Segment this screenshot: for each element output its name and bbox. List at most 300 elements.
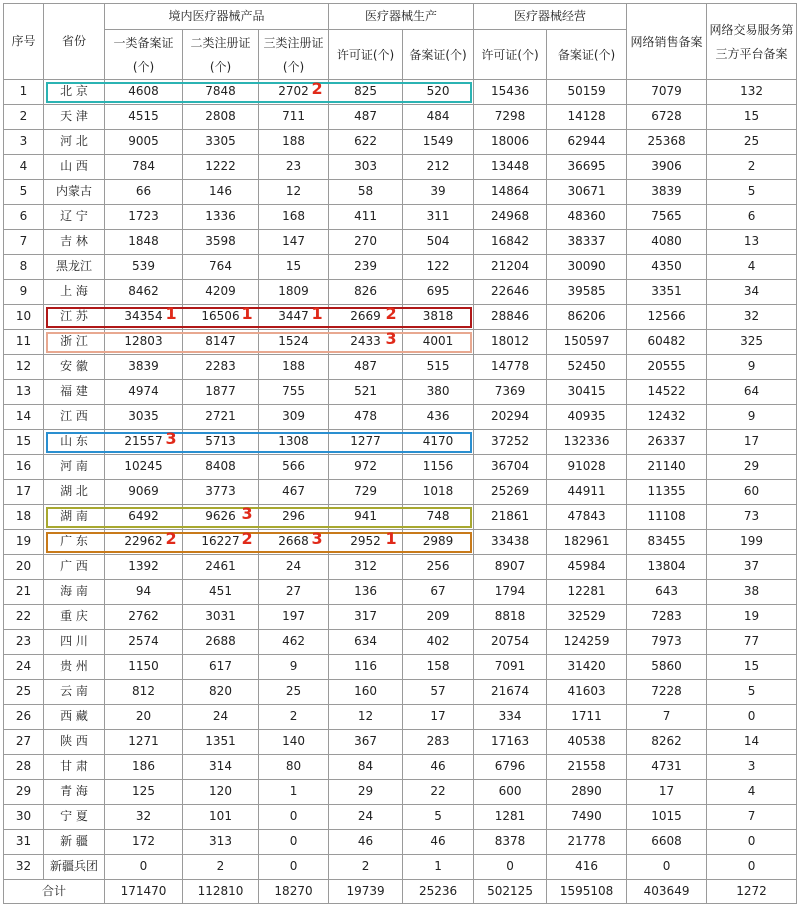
prod-license-cell: 367	[329, 730, 403, 755]
prod-license-cell: 24	[329, 805, 403, 830]
province-cell: 江 苏	[44, 305, 105, 330]
class1-cell: 1150	[105, 655, 183, 680]
class2-cell: 101	[183, 805, 259, 830]
province-cell: 辽 宁	[44, 205, 105, 230]
prod-record-cell: 46	[403, 755, 474, 780]
seq-cell: 22	[4, 605, 44, 630]
class2-cell: 313	[183, 830, 259, 855]
rank-marker: 2	[311, 78, 323, 98]
header-seq: 序号	[4, 4, 44, 80]
class3-cell: 24	[259, 555, 329, 580]
table-row	[4, 655, 797, 680]
biz-license-cell: 36704	[474, 455, 547, 480]
total-cell: 1595108	[547, 880, 627, 904]
class3-cell: 0	[259, 855, 329, 880]
prod-license-cell: 46	[329, 830, 403, 855]
table-row	[4, 780, 797, 805]
header-third-party: 网络交易服务第三方平台备案	[707, 4, 797, 80]
prod-license-cell: 2669	[329, 305, 403, 330]
biz-license-cell: 14778	[474, 355, 547, 380]
seq-cell: 32	[4, 855, 44, 880]
rank-marker: 3	[241, 503, 253, 523]
class2-cell: 2808	[183, 105, 259, 130]
header-class3: 三类注册证(个)	[259, 30, 329, 80]
prod-record-cell: 4001	[403, 330, 474, 355]
prod-record-cell: 22	[403, 780, 474, 805]
province-cell: 贵 州	[44, 655, 105, 680]
prod-record-cell: 17	[403, 705, 474, 730]
prod-license-cell: 634	[329, 630, 403, 655]
seq-cell: 28	[4, 755, 44, 780]
header-production-record: 备案证(个)	[403, 30, 474, 80]
biz-license-cell: 1794	[474, 580, 547, 605]
province-cell: 湖 南	[44, 505, 105, 530]
biz-record-cell: 124259	[547, 630, 627, 655]
class1-cell: 10245	[105, 455, 183, 480]
biz-license-cell: 28846	[474, 305, 547, 330]
online-sales-cell: 643	[627, 580, 707, 605]
biz-license-cell: 8818	[474, 605, 547, 630]
prod-record-cell: 1	[403, 855, 474, 880]
biz-license-cell: 37252	[474, 430, 547, 455]
online-sales-cell: 7	[627, 705, 707, 730]
class2-cell: 24	[183, 705, 259, 730]
biz-record-cell: 41603	[547, 680, 627, 705]
seq-cell: 19	[4, 530, 44, 555]
third-party-cell: 199	[707, 530, 797, 555]
total-cell: 25236	[403, 880, 474, 904]
online-sales-cell: 25368	[627, 130, 707, 155]
province-cell: 新 疆	[44, 830, 105, 855]
prod-record-cell: 4170	[403, 430, 474, 455]
online-sales-cell: 7973	[627, 630, 707, 655]
class1-cell: 32	[105, 805, 183, 830]
class2-cell: 9626	[183, 505, 259, 530]
table-row	[4, 455, 797, 480]
header-business-record: 备案证(个)	[547, 30, 627, 80]
prod-record-cell: 402	[403, 630, 474, 655]
rank-marker: 1	[165, 303, 177, 323]
biz-record-cell: 48360	[547, 205, 627, 230]
prod-license-cell: 2	[329, 855, 403, 880]
biz-license-cell: 21674	[474, 680, 547, 705]
class2-cell: 3598	[183, 230, 259, 255]
province-cell: 福 建	[44, 380, 105, 405]
header-online-sales: 网络销售备案	[627, 4, 707, 80]
class2-cell: 1222	[183, 155, 259, 180]
biz-license-cell: 17163	[474, 730, 547, 755]
province-cell: 吉 林	[44, 230, 105, 255]
prod-record-cell: 515	[403, 355, 474, 380]
biz-license-cell: 8378	[474, 830, 547, 855]
seq-cell: 1	[4, 80, 44, 105]
biz-record-cell: 50159	[547, 80, 627, 105]
class3-cell: 25	[259, 680, 329, 705]
biz-record-cell: 62944	[547, 130, 627, 155]
prod-license-cell: 58	[329, 180, 403, 205]
class1-cell: 1848	[105, 230, 183, 255]
third-party-cell: 15	[707, 105, 797, 130]
province-cell: 甘 肃	[44, 755, 105, 780]
class3-cell: 23	[259, 155, 329, 180]
seq-cell: 29	[4, 780, 44, 805]
class1-cell: 12803	[105, 330, 183, 355]
biz-record-cell: 132336	[547, 430, 627, 455]
third-party-cell: 38	[707, 580, 797, 605]
class2-cell: 764	[183, 255, 259, 280]
third-party-cell: 32	[707, 305, 797, 330]
table-row	[4, 830, 797, 855]
class1-cell: 812	[105, 680, 183, 705]
biz-license-cell: 25269	[474, 480, 547, 505]
biz-record-cell: 45984	[547, 555, 627, 580]
table-row	[4, 330, 797, 355]
class1-cell: 172	[105, 830, 183, 855]
class3-cell: 755	[259, 380, 329, 405]
class2-cell: 5713	[183, 430, 259, 455]
medical-device-stats-table	[3, 3, 797, 904]
class3-cell: 467	[259, 480, 329, 505]
biz-record-cell: 2890	[547, 780, 627, 805]
class3-cell: 1308	[259, 430, 329, 455]
seq-cell: 25	[4, 680, 44, 705]
prod-record-cell: 484	[403, 105, 474, 130]
table-row	[4, 405, 797, 430]
seq-cell: 23	[4, 630, 44, 655]
rank-marker: 2	[241, 528, 253, 548]
table-row	[4, 180, 797, 205]
province-cell: 内蒙古	[44, 180, 105, 205]
class2-cell: 7848	[183, 80, 259, 105]
prod-record-cell: 212	[403, 155, 474, 180]
prod-license-cell: 317	[329, 605, 403, 630]
online-sales-cell: 8262	[627, 730, 707, 755]
class2-cell: 451	[183, 580, 259, 605]
seq-cell: 30	[4, 805, 44, 830]
table-row	[4, 505, 797, 530]
prod-record-cell: 436	[403, 405, 474, 430]
class1-cell: 9005	[105, 130, 183, 155]
class1-cell: 66	[105, 180, 183, 205]
class3-cell: 147	[259, 230, 329, 255]
class2-cell: 146	[183, 180, 259, 205]
class1-cell: 1271	[105, 730, 183, 755]
header-class2: 二类注册证(个)	[183, 30, 259, 80]
class1-cell: 20	[105, 705, 183, 730]
biz-record-cell: 30090	[547, 255, 627, 280]
biz-record-cell: 7490	[547, 805, 627, 830]
table-row	[4, 355, 797, 380]
seq-cell: 12	[4, 355, 44, 380]
prod-license-cell: 941	[329, 505, 403, 530]
header-domestic-products: 境内医疗器械产品	[105, 4, 329, 30]
third-party-cell: 14	[707, 730, 797, 755]
prod-license-cell: 29	[329, 780, 403, 805]
header-business-license: 许可证(个)	[474, 30, 547, 80]
seq-cell: 5	[4, 180, 44, 205]
header-production: 医疗器械生产	[329, 4, 474, 30]
class3-cell: 15	[259, 255, 329, 280]
third-party-cell: 73	[707, 505, 797, 530]
online-sales-cell: 5860	[627, 655, 707, 680]
biz-license-cell: 20754	[474, 630, 547, 655]
province-cell: 山 西	[44, 155, 105, 180]
table-row	[4, 280, 797, 305]
province-cell: 新疆兵团	[44, 855, 105, 880]
province-cell: 河 北	[44, 130, 105, 155]
class2-cell: 3031	[183, 605, 259, 630]
table-row	[4, 130, 797, 155]
class1-cell: 1392	[105, 555, 183, 580]
biz-record-cell: 47843	[547, 505, 627, 530]
biz-record-cell: 21778	[547, 830, 627, 855]
province-cell: 海 南	[44, 580, 105, 605]
province-cell: 黑龙江	[44, 255, 105, 280]
online-sales-cell: 7228	[627, 680, 707, 705]
online-sales-cell: 83455	[627, 530, 707, 555]
table-row	[4, 80, 797, 105]
online-sales-cell: 26337	[627, 430, 707, 455]
class1-cell: 539	[105, 255, 183, 280]
class2-cell: 2283	[183, 355, 259, 380]
prod-record-cell: 46	[403, 830, 474, 855]
prod-license-cell: 487	[329, 355, 403, 380]
seq-cell: 10	[4, 305, 44, 330]
biz-license-cell: 14864	[474, 180, 547, 205]
third-party-cell: 0	[707, 830, 797, 855]
class3-cell: 1	[259, 780, 329, 805]
class1-cell: 3839	[105, 355, 183, 380]
third-party-cell: 19	[707, 605, 797, 630]
class1-cell: 6492	[105, 505, 183, 530]
third-party-cell: 37	[707, 555, 797, 580]
online-sales-cell: 4350	[627, 255, 707, 280]
biz-record-cell: 36695	[547, 155, 627, 180]
prod-license-cell: 270	[329, 230, 403, 255]
third-party-cell: 6	[707, 205, 797, 230]
prod-license-cell: 12	[329, 705, 403, 730]
class2-cell: 3773	[183, 480, 259, 505]
province-cell: 广 东	[44, 530, 105, 555]
prod-record-cell: 5	[403, 805, 474, 830]
prod-license-cell: 116	[329, 655, 403, 680]
third-party-cell: 4	[707, 780, 797, 805]
online-sales-cell: 12432	[627, 405, 707, 430]
prod-record-cell: 256	[403, 555, 474, 580]
biz-license-cell: 22646	[474, 280, 547, 305]
class2-cell: 2461	[183, 555, 259, 580]
third-party-cell: 25	[707, 130, 797, 155]
biz-record-cell: 86206	[547, 305, 627, 330]
table-row	[4, 380, 797, 405]
third-party-cell: 34	[707, 280, 797, 305]
class3-cell: 2668	[259, 530, 329, 555]
province-cell: 浙 江	[44, 330, 105, 355]
biz-license-cell: 18006	[474, 130, 547, 155]
header-province: 省份	[44, 4, 105, 80]
class2-cell: 4209	[183, 280, 259, 305]
class2-cell: 120	[183, 780, 259, 805]
biz-license-cell: 0	[474, 855, 547, 880]
province-cell: 陕 西	[44, 730, 105, 755]
class3-cell: 1809	[259, 280, 329, 305]
class3-cell: 12	[259, 180, 329, 205]
province-cell: 湖 北	[44, 480, 105, 505]
class2-cell: 8408	[183, 455, 259, 480]
class1-cell: 0	[105, 855, 183, 880]
biz-license-cell: 334	[474, 705, 547, 730]
province-cell: 云 南	[44, 680, 105, 705]
biz-license-cell: 7369	[474, 380, 547, 405]
prod-license-cell: 239	[329, 255, 403, 280]
table-row	[4, 630, 797, 655]
online-sales-cell: 11108	[627, 505, 707, 530]
total-cell: 18270	[259, 880, 329, 904]
seq-cell: 26	[4, 705, 44, 730]
online-sales-cell: 7079	[627, 80, 707, 105]
province-cell: 西 藏	[44, 705, 105, 730]
total-cell: 502125	[474, 880, 547, 904]
biz-license-cell: 33438	[474, 530, 547, 555]
biz-license-cell: 6796	[474, 755, 547, 780]
class2-cell: 617	[183, 655, 259, 680]
biz-record-cell: 52450	[547, 355, 627, 380]
third-party-cell: 0	[707, 705, 797, 730]
class2-cell: 2	[183, 855, 259, 880]
table-row	[4, 530, 797, 555]
prod-record-cell: 209	[403, 605, 474, 630]
third-party-cell: 5	[707, 180, 797, 205]
online-sales-cell: 20555	[627, 355, 707, 380]
biz-record-cell: 30671	[547, 180, 627, 205]
province-cell: 四 川	[44, 630, 105, 655]
class1-cell: 784	[105, 155, 183, 180]
province-cell: 安 徽	[44, 355, 105, 380]
prod-license-cell: 160	[329, 680, 403, 705]
province-cell: 青 海	[44, 780, 105, 805]
table-row	[4, 305, 797, 330]
rank-marker: 1	[241, 303, 253, 323]
header-production-license: 许可证(个)	[329, 30, 403, 80]
table-row	[4, 730, 797, 755]
total-cell: 112810	[183, 880, 259, 904]
prod-license-cell: 303	[329, 155, 403, 180]
prod-record-cell: 1549	[403, 130, 474, 155]
class1-cell: 125	[105, 780, 183, 805]
table-row	[4, 230, 797, 255]
third-party-cell: 132	[707, 80, 797, 105]
header-business: 医疗器械经营	[474, 4, 627, 30]
class2-cell: 2688	[183, 630, 259, 655]
province-cell: 江 西	[44, 405, 105, 430]
seq-cell: 24	[4, 655, 44, 680]
class3-cell: 462	[259, 630, 329, 655]
rank-marker: 2	[385, 303, 397, 323]
prod-license-cell: 1277	[329, 430, 403, 455]
class2-cell: 16506	[183, 305, 259, 330]
biz-record-cell: 32529	[547, 605, 627, 630]
table-row	[4, 705, 797, 730]
class3-cell: 197	[259, 605, 329, 630]
class3-cell: 1524	[259, 330, 329, 355]
prod-license-cell: 84	[329, 755, 403, 780]
prod-license-cell: 487	[329, 105, 403, 130]
table-row	[4, 855, 797, 880]
class3-cell: 711	[259, 105, 329, 130]
table-row	[4, 105, 797, 130]
prod-license-cell: 825	[329, 80, 403, 105]
third-party-cell: 9	[707, 405, 797, 430]
online-sales-cell: 3906	[627, 155, 707, 180]
class3-cell: 27	[259, 580, 329, 605]
province-cell: 宁 夏	[44, 805, 105, 830]
province-cell: 北 京	[44, 80, 105, 105]
third-party-cell: 2	[707, 155, 797, 180]
biz-record-cell: 1711	[547, 705, 627, 730]
third-party-cell: 15	[707, 655, 797, 680]
seq-cell: 13	[4, 380, 44, 405]
total-cell: 171470	[105, 880, 183, 904]
biz-license-cell: 16842	[474, 230, 547, 255]
online-sales-cell: 14522	[627, 380, 707, 405]
third-party-cell: 7	[707, 805, 797, 830]
class2-cell: 1877	[183, 380, 259, 405]
seq-cell: 17	[4, 480, 44, 505]
biz-record-cell: 14128	[547, 105, 627, 130]
table-row	[4, 480, 797, 505]
third-party-cell: 13	[707, 230, 797, 255]
biz-record-cell: 182961	[547, 530, 627, 555]
rank-marker: 1	[385, 528, 397, 548]
prod-record-cell: 520	[403, 80, 474, 105]
province-cell: 天 津	[44, 105, 105, 130]
class3-cell: 188	[259, 355, 329, 380]
biz-record-cell: 40538	[547, 730, 627, 755]
seq-cell: 18	[4, 505, 44, 530]
class3-cell: 140	[259, 730, 329, 755]
table-row	[4, 430, 797, 455]
third-party-cell: 17	[707, 430, 797, 455]
biz-record-cell: 38337	[547, 230, 627, 255]
total-cell: 1272	[707, 880, 797, 904]
class2-cell: 820	[183, 680, 259, 705]
biz-record-cell: 150597	[547, 330, 627, 355]
class1-cell: 21557	[105, 430, 183, 455]
seq-cell: 31	[4, 830, 44, 855]
class3-cell: 296	[259, 505, 329, 530]
prod-record-cell: 504	[403, 230, 474, 255]
class3-cell: 9	[259, 655, 329, 680]
biz-license-cell: 20294	[474, 405, 547, 430]
biz-record-cell: 44911	[547, 480, 627, 505]
class3-cell: 80	[259, 755, 329, 780]
seq-cell: 3	[4, 130, 44, 155]
class1-cell: 22962	[105, 530, 183, 555]
prod-license-cell: 2952	[329, 530, 403, 555]
biz-license-cell: 600	[474, 780, 547, 805]
seq-cell: 14	[4, 405, 44, 430]
biz-record-cell: 91028	[547, 455, 627, 480]
online-sales-cell: 1015	[627, 805, 707, 830]
rank-marker: 2	[165, 528, 177, 548]
online-sales-cell: 12566	[627, 305, 707, 330]
class1-cell: 2762	[105, 605, 183, 630]
biz-license-cell: 24968	[474, 205, 547, 230]
online-sales-cell: 13804	[627, 555, 707, 580]
prod-record-cell: 1018	[403, 480, 474, 505]
biz-record-cell: 416	[547, 855, 627, 880]
table-row	[4, 155, 797, 180]
